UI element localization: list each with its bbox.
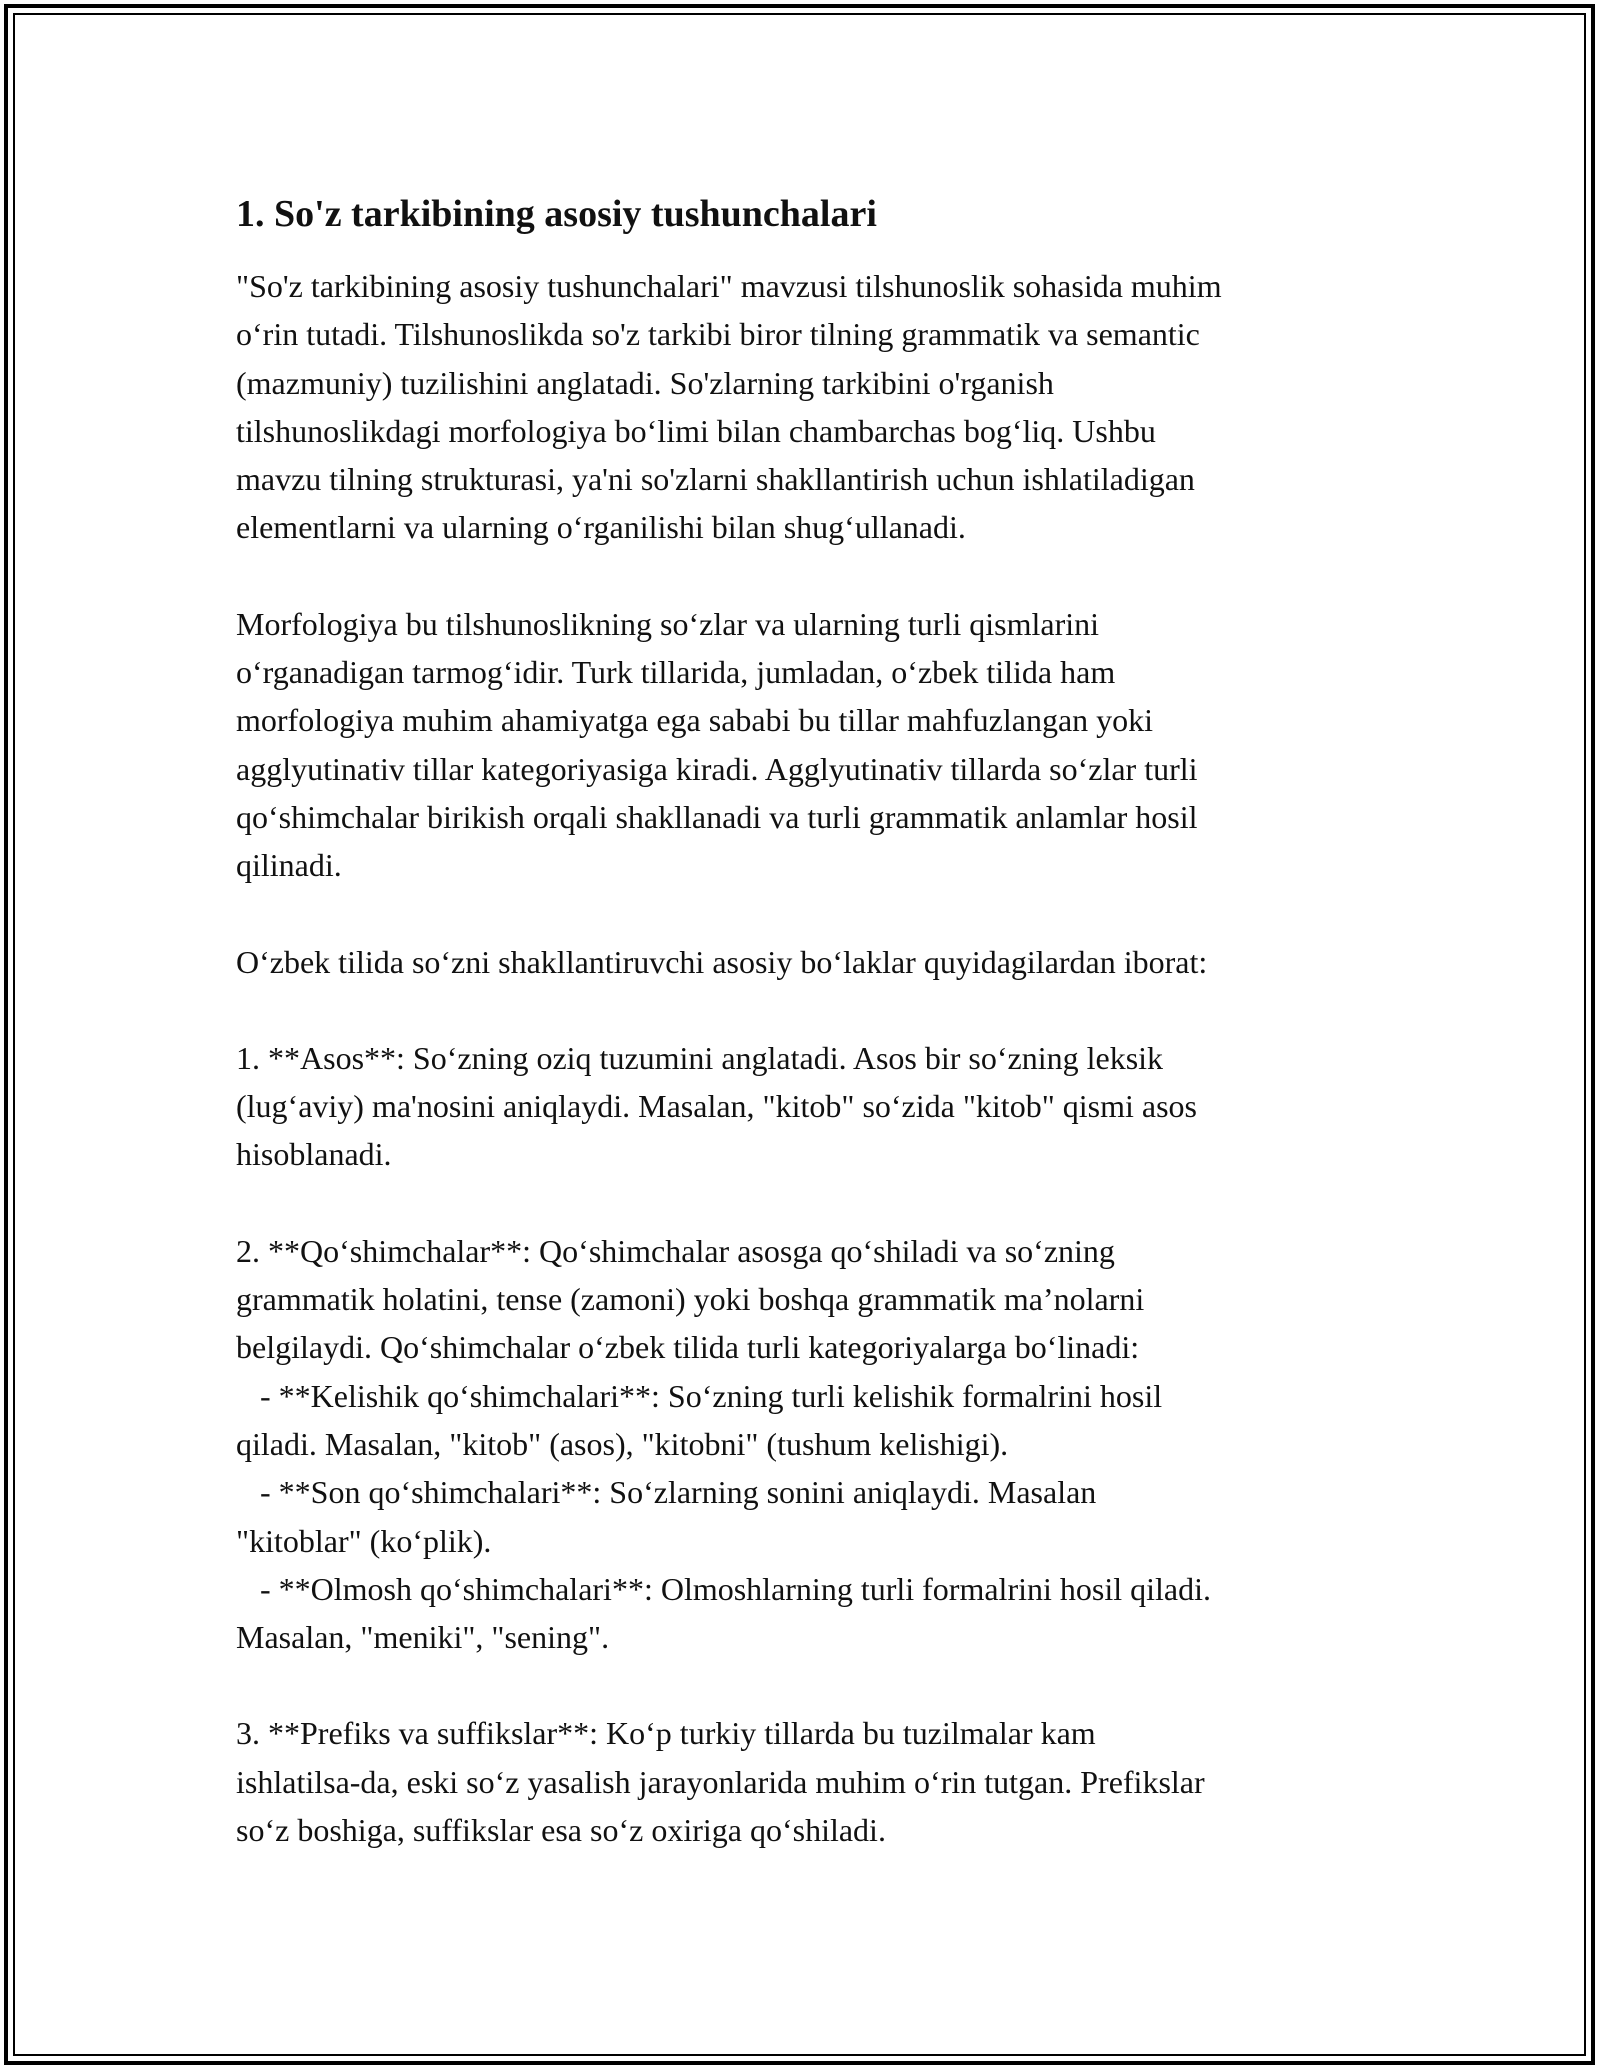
text-line: mavzu tilning strukturasi, ya'ni so'zlarni shakllantirish uchun ishlatiladigan [236,461,1195,498]
text-line: (mazmuniy) tuzilishini anglatadi. So'zlarning tarkibini o'rganish [236,364,1054,401]
text-line: so‘z boshiga, suffikslar esa so‘z oxiriga qo‘shiladi. [236,1812,886,1849]
paragraph-morphology [236,600,1376,890]
paragraph-intro [236,262,1376,552]
document-body [236,186,1376,1902]
text-line: (lug‘aviy) ma'nosini aniqlaydi. Masalan, "kitob" so‘zida "kitob" qismi asos [236,1088,1197,1125]
text-line: qiladi. Masalan, "kitob" (asos), "kitobni" (tushum kelishigi). [236,1425,1009,1462]
text-line: agglyutinativ tillar kategoriyasiga kiradi. Agglyutinativ tillarda so‘zlar turli [236,750,1198,787]
text-line: O‘zbek tilida so‘zni shakllantiruvchi asosiy bo‘laklar quyidagilardan iborat: [236,943,1208,980]
text-line: belgilaydi. Qo‘shimchalar o‘zbek tilida turli kategoriyalarga bo‘linadi: [236,1329,1140,1366]
sub-item-line: - **Kelishik qo‘shimchalari**: So‘zning turli kelishik formalrini hosil [236,1377,1163,1414]
text-line: hisoblanadi. [236,1136,392,1173]
text-line: "So'z tarkibining asosiy tushunchalari" mavzusi tilshunoslik sohasida muhim [236,268,1222,304]
text-line: tilshunoslikdagi morfologiya bo‘limi bilan chambarchas bog‘liq. Ushbu [236,412,1156,449]
section-heading: 1. So'z tarkibining asosiy tushunchalari [236,193,877,235]
text-line: ishlatilsa-da, eski so‘z yasalish jarayonlarida muhim o‘rin tutgan. Prefikslar [236,1763,1205,1800]
text-line: elementlarni va ularning o‘rganilishi bilan shug‘ullanadi. [236,509,966,546]
list-item-qoshimchalar [236,1227,1376,1662]
sub-item-line: - **Son qo‘shimchalari**: So‘zlarning sonini aniqlaydi. Masalan [236,1474,1097,1511]
text-line: "kitoblar" (ko‘plik). [236,1522,492,1559]
text-line: Masalan, "meniki", "sening". [236,1619,610,1656]
list-item-prefiks [236,1709,1376,1854]
text-line: o‘rin tutadi. Tilshunoslikda so'z tarkibi biror tilning grammatik va semantic [236,316,1200,353]
list-item-asos [236,1034,1376,1179]
text-line: qo‘shimchalar birikish orqali shakllanadi va turli grammatik anlamlar hosil [236,798,1198,835]
text-line: qilinadi. [236,847,342,884]
paragraph-list-intro [236,938,1376,986]
text-line: o‘rganadigan tarmog‘idir. Turk tillarida, jumladan, o‘zbek tilida ham [236,654,1116,691]
text-line: Morfologiya bu tilshunoslikning so‘zlar va ularning turli qismlarini [236,605,1099,642]
text-line: 2. **Qo‘shimchalar**: Qo‘shimchalar asosga qo‘shiladi va so‘zning [236,1232,1115,1269]
text-line: 3. **Prefiks va suffikslar**: Ko‘p turkiy tillarda bu tuzilmalar kam [236,1715,1096,1752]
text-line: grammatik holatini, tense (zamoni) yoki boshqa grammatik ma’nolarni [236,1281,1145,1318]
text-line: morfologiya muhim ahamiyatga ega sababi bu tillar mahfuzlangan yoki [236,702,1154,739]
sub-item-line: - **Olmosh qo‘shimchalari**: Olmoshlarning turli formalrini hosil qiladi. [236,1570,1211,1607]
text-line: 1. **Asos**: So‘zning oziq tuzumini anglatadi. Asos bir so‘zning leksik [236,1039,1164,1076]
